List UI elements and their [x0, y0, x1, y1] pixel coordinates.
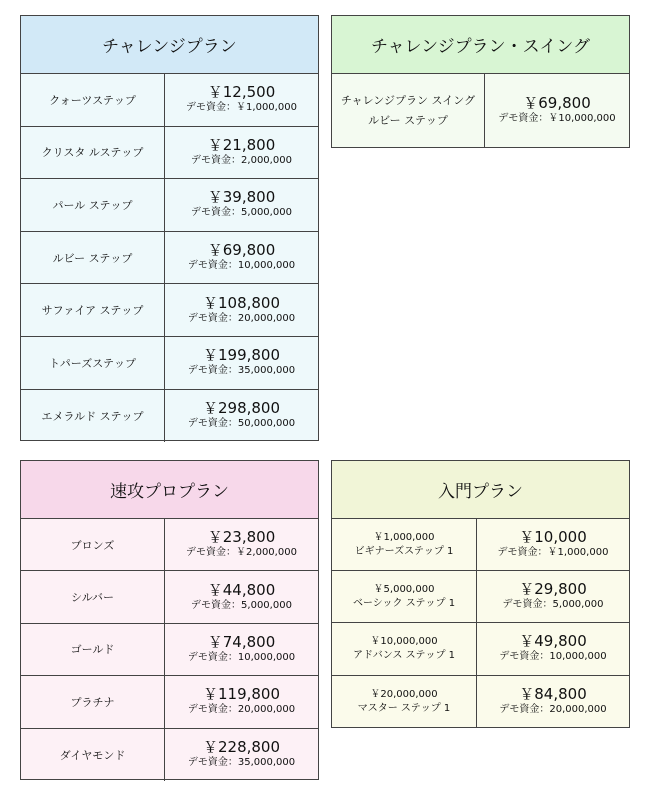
step-name-line1: チャレンジプラン スイング	[340, 93, 476, 107]
step-cell	[332, 571, 477, 622]
table-row	[21, 127, 318, 180]
step-name: パール ステップ	[21, 179, 165, 231]
demo-funds: デモ資金：20,000,000	[187, 704, 296, 716]
step-name: アドバンス ステップ 1	[352, 649, 456, 661]
price: ￥21,800	[207, 135, 276, 154]
price-cell	[477, 571, 629, 622]
step-name-line2: ルビー ステップ	[368, 113, 448, 127]
table-row	[21, 729, 318, 781]
price-cell	[165, 390, 318, 443]
demo-funds: デモ資金：20,000,000	[187, 312, 296, 324]
price: ￥199,800	[202, 346, 281, 365]
intro-plan-title: 入門プラン	[332, 461, 629, 519]
price-cell	[165, 74, 318, 126]
step-amount: ￥20,000,000	[370, 688, 438, 700]
price-cell	[477, 676, 629, 728]
step-cell	[332, 676, 477, 728]
price-cell	[165, 571, 318, 622]
price: ￥84,800	[519, 685, 587, 704]
challenge-plan-title: チャレンジプラン	[21, 16, 318, 74]
step-amount: ￥10,000,000	[370, 635, 438, 647]
step-name: ベーシック ステップ 1	[352, 597, 456, 609]
demo-funds: デモ資金：￥2,000,000	[186, 547, 297, 559]
price: ￥69,800	[523, 94, 591, 112]
tier-name: プラチナ	[21, 676, 165, 727]
tier-name: ブロンズ	[21, 519, 165, 570]
tier-name: ゴールド	[21, 624, 165, 675]
table-row	[21, 179, 318, 232]
step-name: エメラルド ステップ	[21, 390, 165, 443]
step-name: サファイア ステップ	[21, 284, 165, 336]
price-cell	[165, 179, 318, 231]
table-row	[21, 232, 318, 285]
price-cell	[165, 519, 318, 570]
speed-pro-plan-table	[20, 460, 319, 780]
table-row	[21, 519, 318, 571]
price: ￥23,800	[207, 528, 276, 547]
table-row	[332, 571, 629, 623]
price: ￥108,800	[202, 293, 281, 312]
price-cell	[165, 284, 318, 336]
price-cell	[165, 232, 318, 284]
price: ￥298,800	[202, 399, 281, 418]
table-row	[21, 74, 318, 127]
price: ￥74,800	[207, 632, 276, 651]
price: ￥39,800	[207, 188, 276, 207]
table-row	[332, 623, 629, 675]
demo-funds: デモ資金：10,000,000	[187, 651, 296, 663]
step-amount: ￥1,000,000	[373, 531, 435, 543]
price-cell	[485, 74, 629, 147]
speed-pro-plan-title: 速攻プロプラン	[21, 461, 318, 519]
price: ￥49,800	[519, 632, 587, 651]
demo-funds: デモ資金：￥10,000,000	[498, 113, 616, 124]
table-row	[21, 571, 318, 623]
step-name: ビギナーズステップ 1	[354, 545, 454, 557]
price: ￥69,800	[207, 241, 276, 260]
step-name: クリスタ ルステップ	[21, 127, 165, 179]
price-cell	[165, 676, 318, 727]
price-cell	[477, 519, 629, 570]
table-row	[332, 74, 629, 147]
price-cell	[165, 127, 318, 179]
demo-funds: デモ資金：10,000,000	[499, 651, 607, 663]
swing-plan-table	[331, 15, 630, 148]
step-name: クォーツステップ	[21, 74, 165, 126]
price-cell	[165, 337, 318, 389]
step-cell	[332, 623, 477, 674]
demo-funds: デモ資金：￥1,000,000	[497, 547, 609, 559]
price: ￥12,500	[207, 83, 276, 102]
step-name: マスター ステップ 1	[357, 702, 451, 714]
demo-funds: デモ資金：￥1,000,000	[186, 102, 297, 114]
demo-funds: デモ資金：35,000,000	[187, 757, 296, 769]
tier-name: ダイヤモンド	[21, 729, 165, 781]
step-name: トパーズステップ	[21, 337, 165, 389]
table-row	[332, 519, 629, 571]
table-row	[21, 676, 318, 728]
demo-funds: デモ資金：5,000,000	[191, 207, 292, 219]
demo-funds: デモ資金：5,000,000	[502, 599, 604, 611]
price: ￥228,800	[202, 738, 281, 757]
intro-plan-table	[331, 460, 630, 728]
price-cell	[165, 729, 318, 781]
table-row	[21, 624, 318, 676]
demo-funds: デモ資金：2,000,000	[191, 154, 292, 166]
step-cell	[332, 519, 477, 570]
demo-funds: デモ資金：50,000,000	[187, 418, 296, 430]
table-row	[21, 390, 318, 443]
price: ￥44,800	[207, 580, 276, 599]
swing-plan-title: チャレンジプラン・スイング	[332, 16, 629, 74]
table-row	[21, 337, 318, 390]
demo-funds: デモ資金：20,000,000	[499, 704, 607, 716]
price: ￥119,800	[202, 685, 281, 704]
challenge-plan-table	[20, 15, 319, 441]
step-name	[332, 74, 485, 147]
demo-funds: デモ資金：10,000,000	[187, 260, 296, 272]
step-name: ルビー ステップ	[21, 232, 165, 284]
table-row	[332, 676, 629, 728]
tier-name: シルバー	[21, 571, 165, 622]
price: ￥10,000	[519, 528, 587, 547]
demo-funds: デモ資金：35,000,000	[187, 365, 296, 377]
step-amount: ￥5,000,000	[373, 583, 435, 595]
price-cell	[165, 624, 318, 675]
price-cell	[477, 623, 629, 674]
table-row	[21, 284, 318, 337]
price: ￥29,800	[519, 580, 587, 599]
demo-funds: デモ資金：5,000,000	[191, 599, 292, 611]
